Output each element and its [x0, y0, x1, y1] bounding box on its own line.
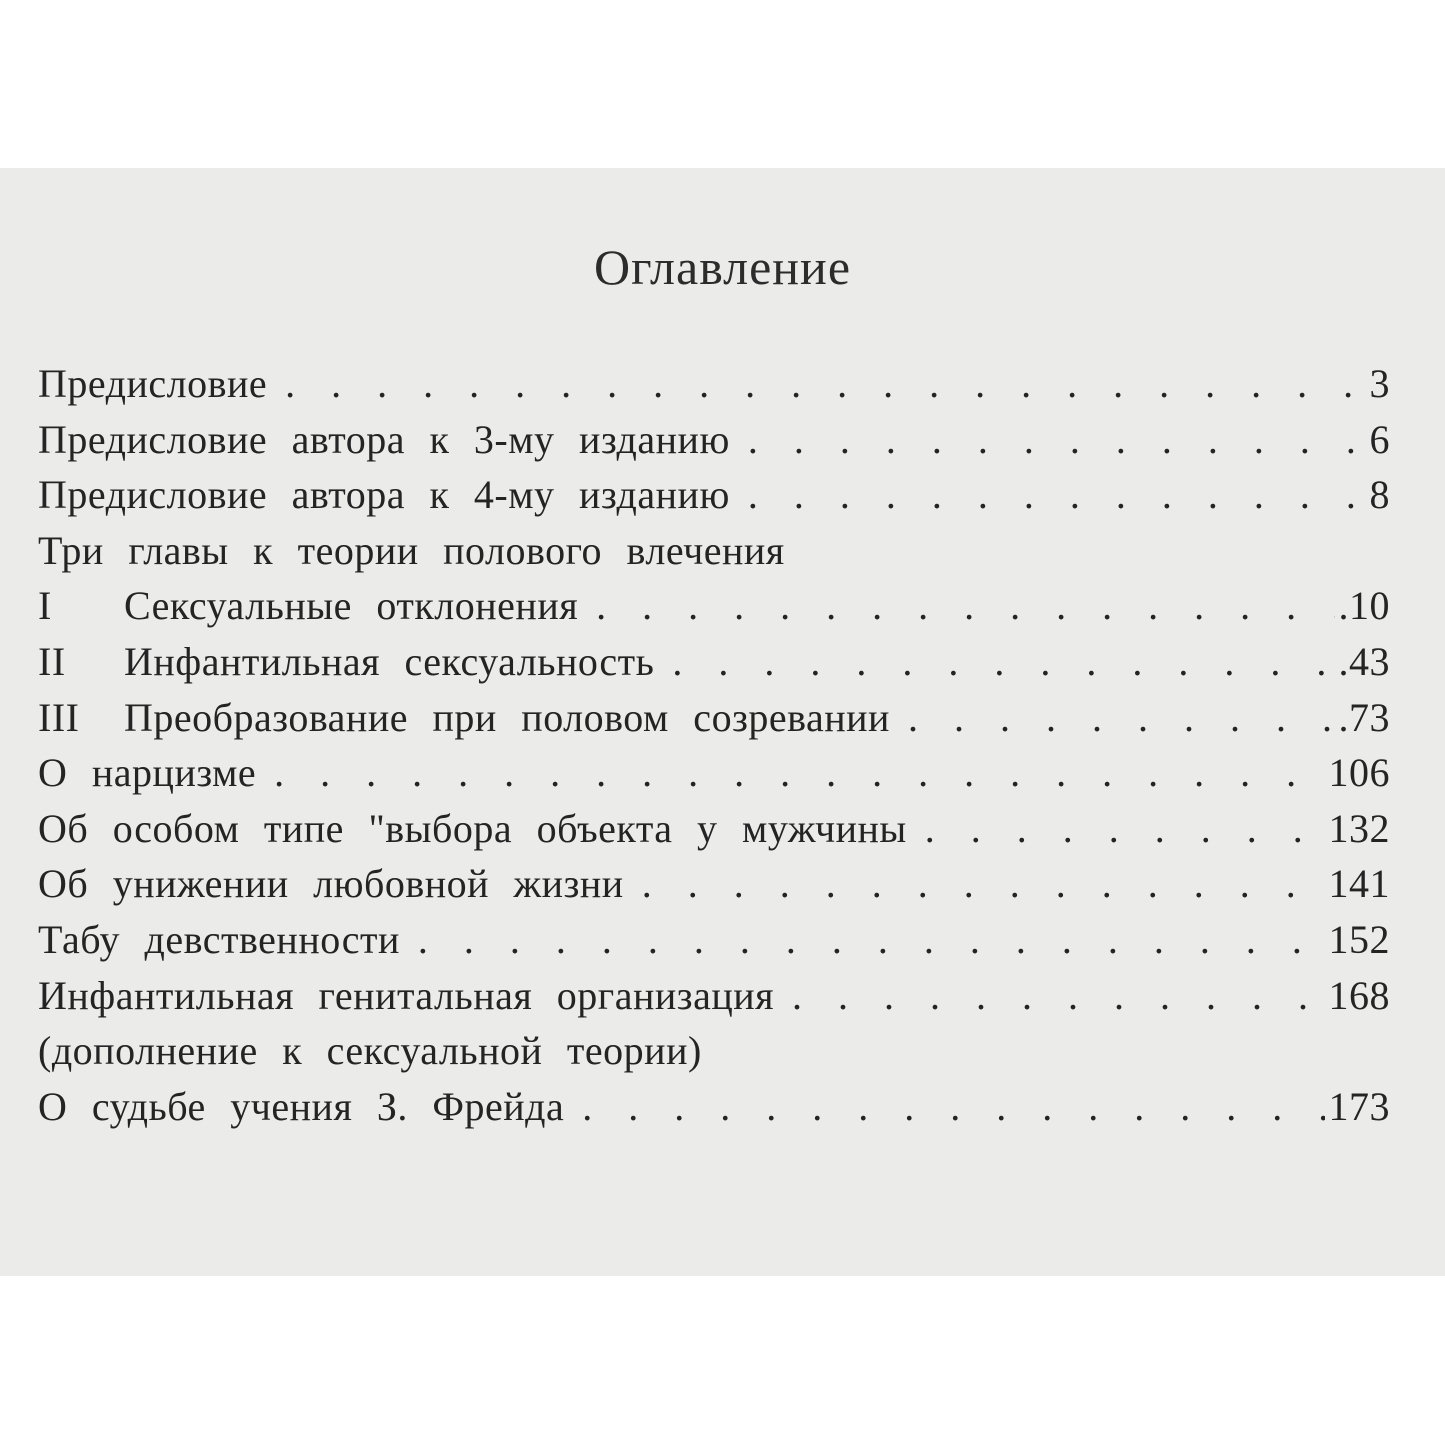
table-of-contents	[38, 360, 1390, 1138]
toc-entry-label: О нарцизме	[38, 750, 257, 796]
toc-entry-chapter-2	[38, 638, 1390, 694]
toc-entry-page: 3	[1369, 361, 1390, 406]
toc-entry-infantile-genital	[38, 972, 1390, 1028]
toc-entry-label: Табу девственности	[38, 916, 400, 962]
chapter-numeral: III	[38, 694, 80, 740]
toc-entry-page: 141	[1328, 861, 1390, 907]
toc-entry-page: 168	[1328, 972, 1390, 1018]
toc-entry-label: Три главы к теории полового влечения	[38, 527, 785, 573]
toc-entry-label: Сексуальные отклонения	[124, 583, 579, 629]
toc-entry-fate-of-freud	[38, 1083, 1390, 1139]
toc-entry-label: Преобразование при половом созревании	[124, 694, 890, 740]
toc-entry-page: .43	[1338, 638, 1390, 684]
toc-entry-label: Предисловие автора к 4-му изданию	[38, 472, 730, 518]
toc-entry-infantile-genital-subtitle	[38, 1027, 1390, 1083]
dot-leader	[730, 471, 1366, 518]
toc-entry-page: 132	[1328, 805, 1390, 851]
toc-entry-three-essays	[38, 527, 1390, 583]
chapter-numeral: II	[38, 638, 66, 684]
toc-entry-page: .73	[1338, 694, 1390, 740]
toc-entry-chapter-3	[38, 694, 1390, 750]
dot-leader	[400, 916, 1325, 963]
dot-leader	[654, 638, 1334, 685]
dot-leader	[774, 972, 1324, 1019]
toc-entry-page: 152	[1328, 916, 1390, 962]
toc-entry-page: 8	[1369, 472, 1390, 518]
toc-entry-label: Об унижении любовной жизни	[38, 861, 624, 907]
dot-leader	[730, 416, 1366, 463]
dot-leader	[256, 749, 1324, 796]
toc-entry-page: .10	[1338, 583, 1390, 629]
toc-entry-label: Предисловие	[38, 361, 268, 406]
toc-entry-label: (дополнение к сексуальной теории)	[38, 1028, 702, 1074]
dot-leader	[624, 860, 1325, 907]
page-title: Оглавление	[593, 239, 852, 295]
toc-entry-page: 173	[1328, 1083, 1390, 1129]
toc-entry-preface	[38, 360, 1390, 416]
toc-entry-label: Предисловие автора к 3-му изданию	[38, 416, 730, 462]
toc-entry-page: 6	[1369, 416, 1390, 462]
toc-entry-label: Инфантильная сексуальность	[124, 638, 655, 684]
dot-leader	[890, 694, 1335, 741]
toc-entry-debasement	[38, 860, 1390, 916]
toc-entry-object-choice	[38, 805, 1390, 861]
book-page	[0, 168, 1445, 1276]
toc-entry-label: Инфантильная генитальная организация	[38, 972, 775, 1018]
toc-entry-label: О судьбе учения З. Фрейда	[38, 1083, 565, 1129]
dot-leader	[564, 1083, 1324, 1130]
dot-leader	[578, 582, 1334, 629]
dot-leader	[907, 805, 1325, 852]
toc-entry-chapter-1	[38, 582, 1390, 638]
chapter-numeral: I	[38, 583, 52, 629]
toc-entry-narcissism	[38, 749, 1390, 805]
toc-entry-preface-4th-edition	[38, 471, 1390, 527]
toc-entry-taboo-virginity	[38, 916, 1390, 972]
dot-leader	[267, 360, 1365, 407]
toc-entry-preface-3rd-edition	[38, 416, 1390, 472]
toc-entry-page: 106	[1328, 750, 1390, 796]
toc-entry-label: Об особом типе "выбора объекта у мужчины	[38, 805, 907, 851]
